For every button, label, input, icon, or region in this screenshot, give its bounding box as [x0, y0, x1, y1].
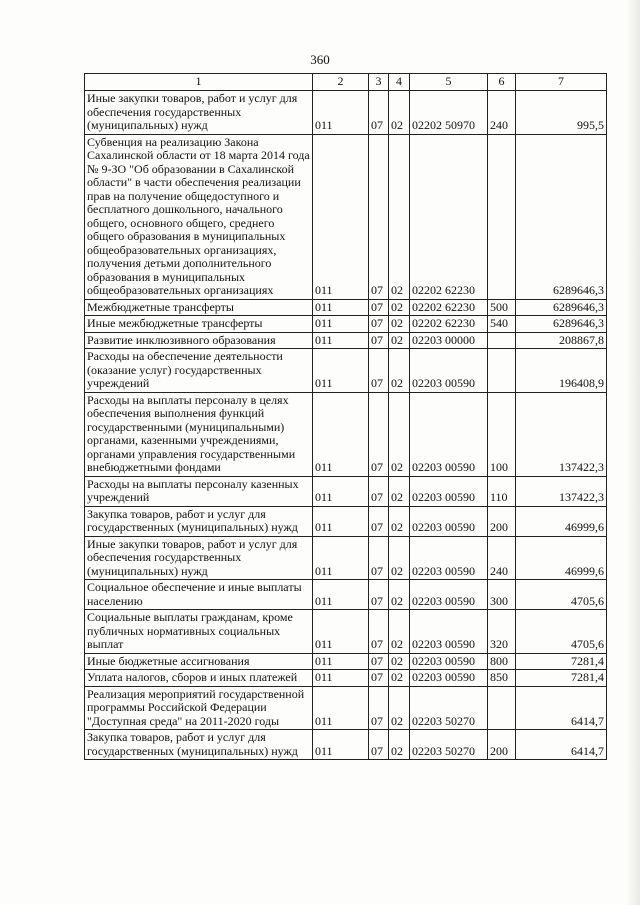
row-amount: 995,5	[516, 91, 607, 135]
row-code-type: 540	[488, 316, 516, 333]
row-code-type	[488, 349, 516, 393]
row-name: Закупка товаров, работ и услуг для государственных (муниципальных) нужд	[85, 730, 313, 760]
row-amount: 6414,7	[516, 686, 607, 730]
column-header: 3	[369, 74, 389, 91]
row-code-subsection: 02	[389, 730, 410, 760]
row-code-section: 07	[369, 332, 389, 349]
table-row	[85, 653, 607, 670]
row-amount: 137422,3	[516, 476, 607, 506]
row-amount: 4705,6	[516, 580, 607, 610]
row-name: Межбюджетные трансферты	[85, 299, 313, 316]
row-code-target: 02203 00590	[410, 670, 488, 687]
budget-table	[84, 73, 607, 760]
row-code-type: 300	[488, 580, 516, 610]
table-row	[85, 299, 607, 316]
row-code-target: 02203 00590	[410, 610, 488, 654]
row-code-target: 02202 62230	[410, 316, 488, 333]
row-code-target: 02203 00590	[410, 349, 488, 393]
row-name: Иные закупки товаров, работ и услуг для обеспечения государственных (муниципальных) нужд	[85, 91, 313, 135]
table-row	[85, 476, 607, 506]
row-code-target: 02203 00590	[410, 392, 488, 476]
column-header: 7	[516, 74, 607, 91]
row-code-admin: 011	[313, 610, 369, 654]
row-code-admin: 011	[313, 476, 369, 506]
row-amount: 7281,4	[516, 653, 607, 670]
row-code-section: 07	[369, 610, 389, 654]
row-amount: 46999,6	[516, 536, 607, 580]
row-code-target: 02203 00000	[410, 332, 488, 349]
row-name: Развитие инклюзивного образования	[85, 332, 313, 349]
page-number: 360	[310, 52, 330, 67]
row-code-section: 07	[369, 476, 389, 506]
row-code-admin: 011	[313, 686, 369, 730]
row-code-type: 240	[488, 536, 516, 580]
row-code-type: 100	[488, 392, 516, 476]
row-code-type: 320	[488, 610, 516, 654]
row-code-section: 07	[369, 670, 389, 687]
row-code-type	[488, 332, 516, 349]
row-code-subsection: 02	[389, 536, 410, 580]
row-code-type: 240	[488, 91, 516, 135]
column-header: 2	[313, 74, 369, 91]
row-amount: 196408,9	[516, 349, 607, 393]
row-name: Расходы на выплаты персоналу в целях обеспечения выполнения функций государственными (муниципальными) органами, казенными учреждениями, органами управления государственными внебюджетными фондами	[85, 392, 313, 476]
row-code-type	[488, 686, 516, 730]
row-code-section: 07	[369, 349, 389, 393]
row-code-type	[488, 134, 516, 299]
row-code-admin: 011	[313, 332, 369, 349]
table-row	[85, 332, 607, 349]
row-amount: 7281,4	[516, 670, 607, 687]
table-row	[85, 670, 607, 687]
row-code-type: 200	[488, 506, 516, 536]
row-code-target: 02203 00590	[410, 506, 488, 536]
row-code-section: 07	[369, 91, 389, 135]
row-name: Расходы на обеспечение деятельности (оказание услуг) государственных учреждений	[85, 349, 313, 393]
row-code-type: 500	[488, 299, 516, 316]
row-code-subsection: 02	[389, 610, 410, 654]
row-code-subsection: 02	[389, 332, 410, 349]
row-amount: 4705,6	[516, 610, 607, 654]
table-row	[85, 610, 607, 654]
row-code-subsection: 02	[389, 580, 410, 610]
row-code-subsection: 02	[389, 91, 410, 135]
row-code-admin: 011	[313, 316, 369, 333]
row-code-type: 850	[488, 670, 516, 687]
row-code-subsection: 02	[389, 506, 410, 536]
scan-edge-shadow	[626, 0, 640, 905]
row-name: Иные межбюджетные трансферты	[85, 316, 313, 333]
row-amount: 6289646,3	[516, 316, 607, 333]
row-code-subsection: 02	[389, 316, 410, 333]
row-code-subsection: 02	[389, 299, 410, 316]
row-code-subsection: 02	[389, 349, 410, 393]
row-code-admin: 011	[313, 536, 369, 580]
table-row	[85, 91, 607, 135]
row-name: Уплата налогов, сборов и иных платежей	[85, 670, 313, 687]
table-row	[85, 730, 607, 760]
row-code-target: 02203 00590	[410, 536, 488, 580]
row-amount: 208867,8	[516, 332, 607, 349]
row-name: Субвенция на реализацию Закона Сахалинской области от 18 марта 2014 года № 9-ЗО "Об образовании в Сахалинской области" в части обеспечения реализации прав на получение общедоступного и бесплатного дошкольного, начального общего, основного общего, среднего общего образования в муниципальных общеобразовательных организациях, получения детьми дополнительного образования в муниципальных общеобразовательных организациях	[85, 134, 313, 299]
row-code-admin: 011	[313, 653, 369, 670]
row-name: Расходы на выплаты персоналу казенных учреждений	[85, 476, 313, 506]
row-code-target: 02203 00590	[410, 580, 488, 610]
column-header: 4	[389, 74, 410, 91]
row-amount: 6414,7	[516, 730, 607, 760]
row-code-section: 07	[369, 536, 389, 580]
row-code-admin: 011	[313, 580, 369, 610]
row-code-subsection: 02	[389, 476, 410, 506]
row-name: Социальные выплаты гражданам, кроме публичных нормативных социальных выплат	[85, 610, 313, 654]
row-code-target: 02202 50970	[410, 91, 488, 135]
row-name: Реализация мероприятий государственной программы Российской Федерации "Доступная среда" на 2011-2020 годы	[85, 686, 313, 730]
column-header: 5	[410, 74, 488, 91]
row-code-admin: 011	[313, 670, 369, 687]
row-code-section: 07	[369, 134, 389, 299]
row-code-target: 02203 00590	[410, 476, 488, 506]
row-amount: 137422,3	[516, 392, 607, 476]
row-code-section: 07	[369, 392, 389, 476]
row-code-target: 02203 50270	[410, 730, 488, 760]
row-code-section: 07	[369, 580, 389, 610]
row-amount: 6289646,3	[516, 134, 607, 299]
table-row	[85, 580, 607, 610]
row-code-admin: 011	[313, 506, 369, 536]
row-code-admin: 011	[313, 299, 369, 316]
table-row	[85, 536, 607, 580]
row-code-subsection: 02	[389, 686, 410, 730]
row-code-target: 02203 50270	[410, 686, 488, 730]
row-code-admin: 011	[313, 730, 369, 760]
row-code-subsection: 02	[389, 392, 410, 476]
row-code-subsection: 02	[389, 670, 410, 687]
row-code-target: 02203 00590	[410, 653, 488, 670]
row-code-target: 02202 62230	[410, 134, 488, 299]
row-code-subsection: 02	[389, 134, 410, 299]
row-code-admin: 011	[313, 349, 369, 393]
column-header: 1	[85, 74, 313, 91]
row-code-section: 07	[369, 730, 389, 760]
table-row	[85, 134, 607, 299]
row-name: Иные бюджетные ассигнования	[85, 653, 313, 670]
row-code-type: 110	[488, 476, 516, 506]
row-code-section: 07	[369, 299, 389, 316]
row-code-admin: 011	[313, 392, 369, 476]
row-code-type: 800	[488, 653, 516, 670]
table-row	[85, 392, 607, 476]
table-row	[85, 686, 607, 730]
row-name: Иные закупки товаров, работ и услуг для обеспечения государственных (муниципальных) нужд	[85, 536, 313, 580]
row-code-target: 02202 62230	[410, 299, 488, 316]
row-code-admin: 011	[313, 91, 369, 135]
table-row	[85, 316, 607, 333]
table-row	[85, 506, 607, 536]
table-row	[85, 349, 607, 393]
row-name: Социальное обеспечение и иные выплаты населению	[85, 580, 313, 610]
row-code-subsection: 02	[389, 653, 410, 670]
row-name: Закупка товаров, работ и услуг для государственных (муниципальных) нужд	[85, 506, 313, 536]
row-code-section: 07	[369, 653, 389, 670]
row-code-section: 07	[369, 316, 389, 333]
row-amount: 6289646,3	[516, 299, 607, 316]
row-code-section: 07	[369, 686, 389, 730]
column-header: 6	[488, 74, 516, 91]
row-amount: 46999,6	[516, 506, 607, 536]
row-code-admin: 011	[313, 134, 369, 299]
row-code-section: 07	[369, 506, 389, 536]
table-header-row	[85, 74, 607, 91]
row-code-type: 200	[488, 730, 516, 760]
